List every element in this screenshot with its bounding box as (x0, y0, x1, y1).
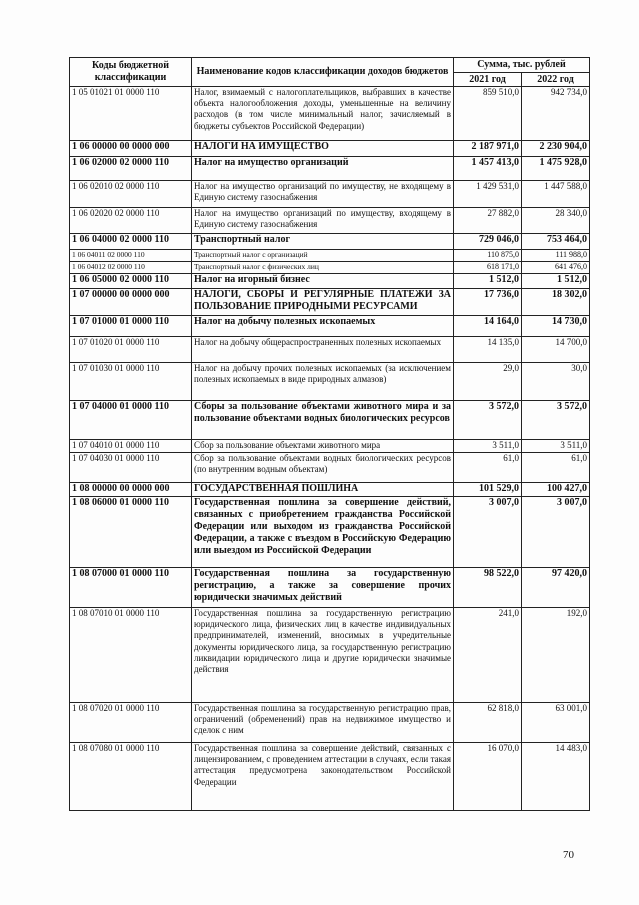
row-code: 1 07 01000 01 0000 110 (70, 316, 192, 337)
row-name: Государственная пошлина за государственную регистрацию прав, ограничений (обременений) прав на недвижимое имущество и сделок с ним (192, 703, 454, 743)
row-name: Налог на добычу прочих полезных ископаемых (за исключением полезных ископаемых в виде природных алмазов) (192, 363, 454, 401)
row-code: 1 07 04010 01 0000 110 (70, 440, 192, 453)
row-value-2021: 241,0 (454, 608, 522, 703)
row-code: 1 08 06000 01 0000 110 (70, 497, 192, 568)
row-name: Государственная пошлина за совершение действий, связанных с лицензированием, с проведением аттестации в случаях, если такая аттестация предусмотрена законодательством Российской Федерации (192, 743, 454, 811)
row-code: 1 08 00000 00 0000 000 (70, 483, 192, 497)
row-value-2021: 3 572,0 (454, 401, 522, 440)
row-value-2022: 111 988,0 (522, 250, 590, 262)
row-value-2021: 859 510,0 (454, 87, 522, 141)
row-code: 1 05 01021 01 0000 110 (70, 87, 192, 141)
row-value-2022: 641 476,0 (522, 262, 590, 274)
row-code: 1 07 04000 01 0000 110 (70, 401, 192, 440)
table-row (70, 157, 590, 181)
row-code: 1 06 02020 02 0000 110 (70, 208, 192, 234)
row-name: Налог на игорный бизнес (192, 274, 454, 289)
row-value-2022: 14 700,0 (522, 337, 590, 363)
row-value-2022: 61,0 (522, 453, 590, 483)
row-value-2022: 18 302,0 (522, 289, 590, 316)
table-row (70, 363, 590, 401)
row-code: 1 07 01020 01 0000 110 (70, 337, 192, 363)
row-value-2022: 30,0 (522, 363, 590, 401)
table-row (70, 483, 590, 497)
row-name: Сборы за пользование объектами животного мира и за пользование объектами водных биологических ресурсов (192, 401, 454, 440)
row-value-2021: 29,0 (454, 363, 522, 401)
row-code: 1 06 04012 02 0000 110 (70, 262, 192, 274)
table-row (70, 497, 590, 568)
row-name: Государственная пошлина за государственную регистрацию, а также за совершение прочих юридически значимых действий (192, 568, 454, 608)
row-value-2022: 97 420,0 (522, 568, 590, 608)
row-code: 1 08 07010 01 0000 110 (70, 608, 192, 703)
row-name: Налог на имущество организаций по имуществу, не входящему в Единую систему газоснабжения (192, 181, 454, 208)
table-row (70, 743, 590, 811)
row-value-2021: 729 046,0 (454, 234, 522, 250)
table-row (70, 87, 590, 141)
row-value-2021: 101 529,0 (454, 483, 522, 497)
row-code: 1 08 07000 01 0000 110 (70, 568, 192, 608)
row-code: 1 07 00000 00 0000 000 (70, 289, 192, 316)
row-name: НАЛОГИ НА ИМУЩЕСТВО (192, 141, 454, 157)
row-name: Налог на имущество организаций (192, 157, 454, 181)
table-row (70, 234, 590, 250)
row-value-2021: 618 171,0 (454, 262, 522, 274)
table-row (70, 208, 590, 234)
header-year-2022: 2022 год (522, 73, 590, 87)
row-name: Сбор за пользование объектами водных биологических ресурсов (по внутренним водным объектам) (192, 453, 454, 483)
row-code: 1 06 00000 00 0000 000 (70, 141, 192, 157)
header-year-2021: 2021 год (454, 73, 522, 87)
row-code: 1 08 07020 01 0000 110 (70, 703, 192, 743)
header-code: Коды бюджетной классификации (70, 58, 192, 87)
row-value-2022: 28 340,0 (522, 208, 590, 234)
row-name: Транспортный налог (192, 234, 454, 250)
row-name: Налог на добычу полезных ископаемых (192, 316, 454, 337)
table-row (70, 181, 590, 208)
row-value-2021: 1 457 413,0 (454, 157, 522, 181)
row-value-2022: 2 230 904,0 (522, 141, 590, 157)
row-value-2022: 1 512,0 (522, 274, 590, 289)
row-value-2022: 942 734,0 (522, 87, 590, 141)
row-value-2021: 17 736,0 (454, 289, 522, 316)
row-value-2021: 16 070,0 (454, 743, 522, 811)
row-value-2021: 61,0 (454, 453, 522, 483)
row-value-2022: 3 007,0 (522, 497, 590, 568)
row-value-2021: 98 522,0 (454, 568, 522, 608)
row-value-2021: 3 511,0 (454, 440, 522, 453)
table-row (70, 703, 590, 743)
row-name: Сбор за пользование объектами животного мира (192, 440, 454, 453)
row-name: Налог на добычу общераспространенных полезных ископаемых (192, 337, 454, 363)
row-value-2022: 3 511,0 (522, 440, 590, 453)
table-row (70, 401, 590, 440)
row-name: НАЛОГИ, СБОРЫ И РЕГУЛЯРНЫЕ ПЛАТЕЖИ ЗА ПОЛЬЗОВАНИЕ ПРИРОДНЫМИ РЕСУРСАМИ (192, 289, 454, 316)
row-name: Налог, взимаемый с налогоплательщиков, выбравших в качестве объекта налогообложения доходы, уменьшенные на величину расходов (в том числе минимальный налог, зачисляемый в бюджеты субъектов Российской Федерации) (192, 87, 454, 141)
table-row (70, 568, 590, 608)
row-value-2021: 1 512,0 (454, 274, 522, 289)
header-sum: Сумма, тыс. рублей (454, 58, 590, 73)
table-row (70, 440, 590, 453)
table-row (70, 608, 590, 703)
row-value-2022: 1 475 928,0 (522, 157, 590, 181)
row-value-2021: 27 882,0 (454, 208, 522, 234)
row-value-2022: 100 427,0 (522, 483, 590, 497)
row-value-2022: 1 447 588,0 (522, 181, 590, 208)
row-code: 1 08 07080 01 0000 110 (70, 743, 192, 811)
row-value-2021: 3 007,0 (454, 497, 522, 568)
row-value-2021: 2 187 971,0 (454, 141, 522, 157)
row-code: 1 06 05000 02 0000 110 (70, 274, 192, 289)
row-name: Налог на имущество организаций по имуществу, входящему в Единую систему газоснабжения (192, 208, 454, 234)
budget-revenue-table (69, 57, 590, 811)
row-name: ГОСУДАРСТВЕННАЯ ПОШЛИНА (192, 483, 454, 497)
page-number: 70 (563, 849, 574, 861)
table-row (70, 274, 590, 289)
row-code: 1 07 04030 01 0000 110 (70, 453, 192, 483)
table-row (70, 289, 590, 316)
row-name: Транспортный налог с физических лиц (192, 262, 454, 274)
row-value-2021: 14 164,0 (454, 316, 522, 337)
table-row (70, 316, 590, 337)
table-row (70, 250, 590, 262)
row-value-2021: 14 135,0 (454, 337, 522, 363)
row-value-2022: 14 483,0 (522, 743, 590, 811)
row-value-2022: 753 464,0 (522, 234, 590, 250)
row-value-2022: 192,0 (522, 608, 590, 703)
row-name: Государственная пошлина за совершение действий, связанных с приобретением гражданства Российской Федерации или выходом из гражданства Российской Федерации, а также с въездом в Российскую Федерацию или выездом из Российской Федерации (192, 497, 454, 568)
row-code: 1 06 02010 02 0000 110 (70, 181, 192, 208)
row-value-2021: 1 429 531,0 (454, 181, 522, 208)
table-row (70, 262, 590, 274)
row-value-2021: 110 875,0 (454, 250, 522, 262)
row-code: 1 06 02000 02 0000 110 (70, 157, 192, 181)
row-value-2022: 14 730,0 (522, 316, 590, 337)
row-value-2021: 62 818,0 (454, 703, 522, 743)
row-value-2022: 3 572,0 (522, 401, 590, 440)
row-code: 1 07 01030 01 0000 110 (70, 363, 192, 401)
header-name: Наименование кодов классификации доходов бюджетов (192, 58, 454, 87)
table-row (70, 453, 590, 483)
row-code: 1 06 04000 02 0000 110 (70, 234, 192, 250)
table-row (70, 141, 590, 157)
row-code: 1 06 04011 02 0000 110 (70, 250, 192, 262)
row-value-2022: 63 001,0 (522, 703, 590, 743)
row-name: Транспортный налог с организаций (192, 250, 454, 262)
row-name: Государственная пошлина за государственную регистрацию юридического лица, физических лиц в качестве индивидуальных предпринимателей, изменений, вносимых в учредительные документы юридического лица, за государственную регистрацию ликвидации юридического лица и другие юридически значимые действия (192, 608, 454, 703)
table-row (70, 337, 590, 363)
